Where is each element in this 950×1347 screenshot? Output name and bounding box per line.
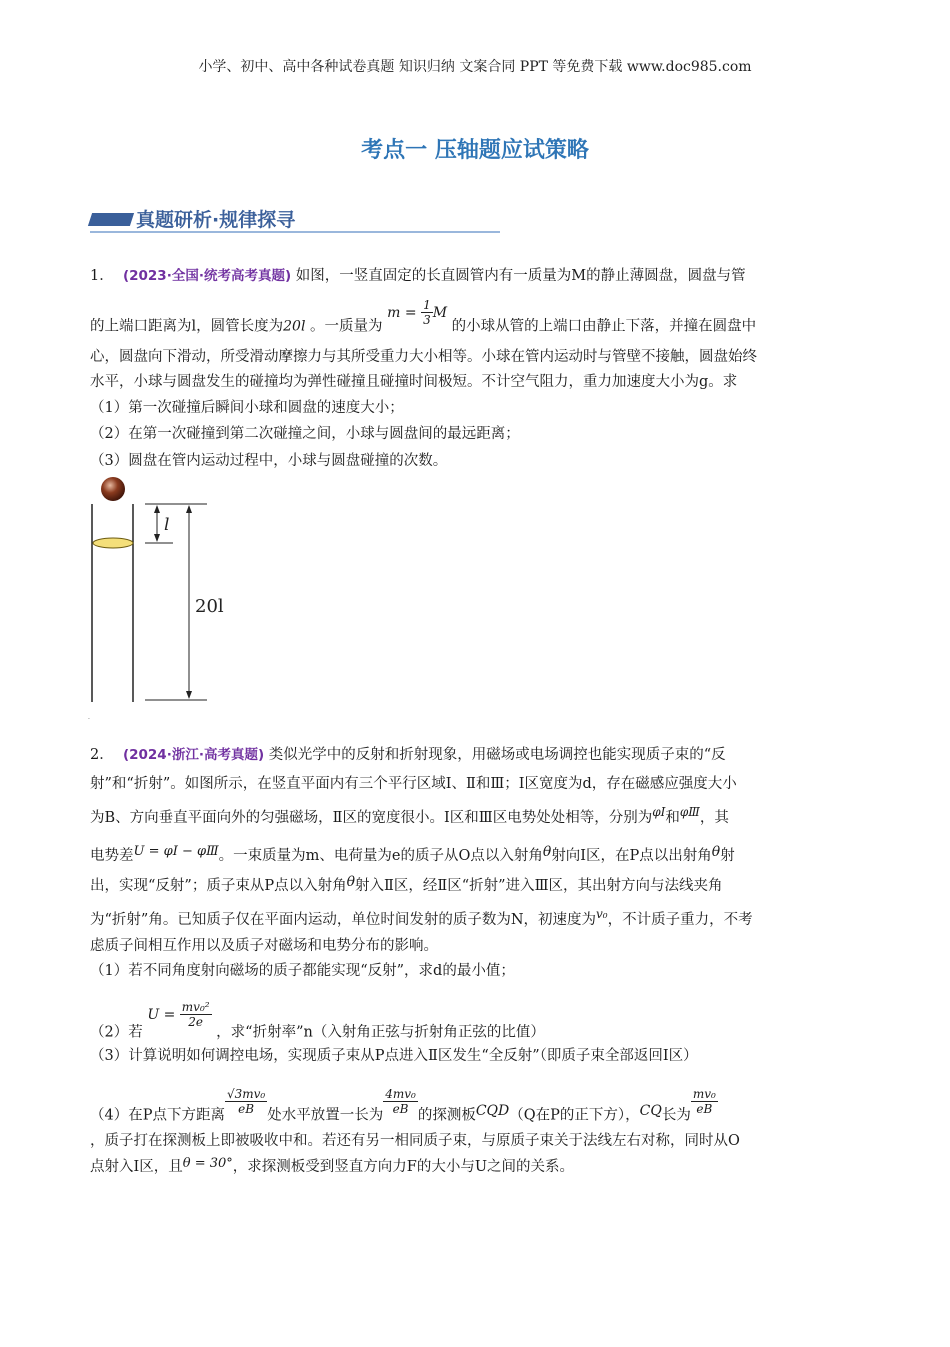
q2-line-5: 出，实现“反射”；质子束从P点以入射角θ射入Ⅱ区，经Ⅱ区“折射”进入Ⅲ区，其出射方向与法线夹角 [90, 874, 723, 894]
q2-line-3: 为B、方向垂直平面向外的匀强磁场，Ⅱ区的宽度很小。Ⅰ区和Ⅲ区电势处处相等，分别为$^{\varphi Ⅰ}$和$^{\varphi Ⅲ}$，其 [90, 805, 729, 826]
q2-number: 2． [90, 747, 114, 763]
section-underline [90, 231, 500, 233]
phi-1: φⅠ [652, 805, 666, 819]
q1-number: 1． [90, 268, 114, 284]
potential-diff-formula: U = φⅠ − φⅢ [133, 844, 219, 859]
q2-line-4: 电势差U = φⅠ − φⅢ。一束质量为m、电荷量为e的质子从O点以入射角θ射向Ⅰ区，在P点以出射角θ射 [90, 844, 735, 864]
svg-text:.: . [88, 714, 90, 720]
q1-mass-formula: m = $\frac{1}{3}$ M [387, 298, 448, 327]
q2-sub-1: （1）若不同角度射向磁场的质子都能实现“反射”，求d的最小值； [90, 963, 515, 979]
q2-line-7: 虑质子间相互作用以及质子对磁场和电势分布的影响。 [90, 938, 438, 954]
fig-label-l: l [164, 515, 170, 535]
q2-sub-2: （2）若 U = $\frac{\text{mv₀²}}{2e}$ ，求“折射率”n（入射角正弦与折射角正弦的比值） [90, 1000, 545, 1041]
q2-line-6: 为“折射”角。已知质子仅在平面内运动，单位时间发射的质子数为N，初速度为$^{v_0}$，不计质子重力，不考 [90, 907, 753, 928]
v0-symbol: v₀ [596, 907, 608, 921]
section-bar-block [88, 213, 134, 226]
q2-line-2: 射”和“折射”。如图所示，在竖直平面内有三个平行区域Ⅰ、Ⅱ和Ⅲ；Ⅰ区宽度为d，存在磁感应强度大小 [90, 776, 737, 792]
disk-icon [93, 538, 133, 548]
ball-icon [101, 477, 125, 501]
q1-line-4: 水平，小球与圆盘发生的碰撞均为弹性碰撞且碰撞时间极短。不计空气阻力，重力加速度大小为g。求 [90, 374, 738, 390]
distance-frac-1: $\frac{\text{√3mv₀}}{eB}$ [226, 1087, 266, 1116]
q1-source: (2023·全国·统考高考真题) [122, 268, 292, 284]
section-banner [90, 205, 500, 235]
length-frac-3: $\frac{\text{mv₀}}{eB}$ [692, 1087, 716, 1116]
phi-3: φⅢ [679, 805, 700, 819]
q2-sub-3: （3）计算说明如何调控电场，实现质子束从P点进入Ⅱ区发生“全反射”（即质子束全部返回Ⅰ区） [90, 1048, 698, 1064]
q2-source: (2024·浙江·高考真题) [122, 747, 265, 763]
length-frac-2: $\frac{\text{4mv₀}}{eB}$ [385, 1087, 416, 1116]
q1-line-2: 的上端口距离为l，圆管长度为20l 。一质量为 m = $\frac{1}{3}$ M 的小球从管的上端口由静止下落，并撞在圆盘中 [90, 298, 757, 335]
q1-line-3: 心，圆盘向下滑动，所受滑动摩擦力与其所受重力大小相等。小球在管内运动时与管壁不接触，圆盘始终 [90, 349, 757, 365]
section-label: 真题研析·规律探寻 [136, 209, 296, 231]
fig-label-20l: 20l [195, 596, 224, 617]
q1-line-1: 1． (2023·全国·统考高考真题) 如图，一竖直固定的长直圆管内有一质量为M的静止薄圆盘，圆盘与管 [90, 268, 746, 284]
q1-tube-length: 20l [283, 318, 306, 335]
q2-line-10: 点射入Ⅰ区，且θ = 30°，求探测板受到竖直方向力F的大小与U之间的关系。 [90, 1156, 575, 1175]
q1-sub-2: （2）在第一次碰撞到第二次碰撞之间，小球与圆盘间的最远距离； [90, 426, 520, 442]
q1-sub-3: （3）圆盘在管内运动过程中，小球与圆盘碰撞的次数。 [90, 453, 448, 469]
s2-formula: U = $\frac{\text{mv₀²}}{2e}$ [147, 1000, 210, 1029]
q1-figure [85, 472, 245, 720]
q2-sub-4: （4）在P点下方距离 $\frac{\text{√3mv₀}}{eB}$ 处水平放置一长为 $\frac{\text{4mv₀}}{eB}$ 的探测板CQD（Q在P的正下方），CQ长为 $\frac{\text{mv₀}}{eB}$ [90, 1087, 716, 1124]
q2-line-1: 2． (2024·浙江·高考真题) 类似光学中的反射和折射现象，用磁场或电场调控也能实现质子束的“反 [90, 747, 726, 763]
q2-line-9: ，质子打在探测板上即被吸收中和。若还有另一相同质子束，与原质子束关于法线左右对称，同时从O [90, 1133, 740, 1149]
page-title: 考点一 压轴题应试策略 [361, 138, 589, 163]
theta-30: θ = 30° [182, 1156, 233, 1171]
q1-sub-1: （1）第一次碰撞后瞬间小球和圆盘的速度大小； [90, 400, 404, 416]
page-header: 小学、初中、高中各种试卷真题 知识归纳 文案合同 PPT 等免费下载 www.doc985.com [198, 59, 752, 75]
